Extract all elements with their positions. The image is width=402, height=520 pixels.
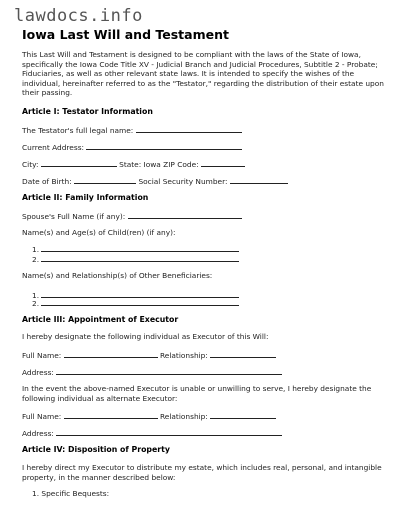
alt-executor-name-field[interactable]: [64, 411, 158, 419]
disposition-paragraph: I hereby direct my Executor to distribute my estate, which includes real, personal, and intangible property, in the manner described below:: [22, 463, 382, 482]
alt-executor-address-label: Address:: [22, 429, 54, 438]
spouse-field[interactable]: [128, 211, 242, 219]
executor-name-label: Full Name:: [22, 351, 62, 360]
executor-name-line: [22, 350, 276, 360]
child-item-1: [32, 244, 239, 254]
child-item-1-number: 1.: [32, 245, 40, 254]
beneficiary-item-2-number: 2.: [32, 299, 40, 308]
city-label: City:: [22, 160, 39, 169]
alt-executor-address-line: [22, 428, 282, 438]
alt-executor-relationship-label: Relationship:: [160, 412, 208, 421]
executor-relationship-label: Relationship:: [160, 351, 208, 360]
testator-dob-line: [22, 176, 288, 186]
alt-executor-relationship-field[interactable]: [210, 411, 276, 419]
testator-name-label: The Testator's full legal name:: [22, 126, 134, 135]
dob-field[interactable]: [74, 176, 136, 184]
alternate-executor-paragraph: In the event the above-named Executor is unable or unwilling to serve, I hereby designate the following individual as alternate Executor:: [22, 384, 372, 403]
alt-executor-address-field[interactable]: [56, 428, 282, 436]
spouse-label: Spouse's Full Name (if any):: [22, 212, 126, 221]
beneficiary-1-field[interactable]: [41, 290, 239, 298]
beneficiary-item-2: [32, 298, 239, 308]
child-item-2: [32, 254, 239, 264]
city-field[interactable]: [41, 159, 117, 167]
zip-field[interactable]: [201, 159, 245, 167]
child-1-field[interactable]: [41, 244, 239, 252]
document-title: Iowa Last Will and Testament: [22, 27, 229, 42]
watermark: lawdocs.info: [14, 6, 143, 26]
dob-label: Date of Birth:: [22, 177, 72, 186]
article-1-heading: Article I: Testator Information: [22, 107, 153, 116]
ssn-label: Social Security Number:: [138, 177, 228, 186]
beneficiary-item-1-number: 1.: [32, 291, 40, 300]
article-3-heading: Article III: Appointment of Executor: [22, 315, 179, 324]
testator-address-label: Current Address:: [22, 143, 85, 152]
testator-address-line: [22, 142, 242, 152]
executor-designation: I hereby designate the following individual as Executor of this Will:: [22, 332, 269, 341]
testator-name-line: [22, 125, 242, 135]
executor-relationship-field[interactable]: [210, 350, 276, 358]
spouse-line: [22, 211, 242, 221]
testator-name-field[interactable]: [136, 125, 242, 133]
beneficiary-2-field[interactable]: [41, 298, 239, 306]
testator-address-field[interactable]: [86, 142, 242, 150]
executor-name-field[interactable]: [64, 350, 158, 358]
article-2-heading: Article II: Family Information: [22, 193, 149, 202]
intro-paragraph: This Last Will and Testament is designed to be compliant with the laws of the State of Iowa, specifically the Iowa Code Title XV - Judicial Branch and Judicial Procedures, Subtitle 2 - Probate; Fiduciaries, as well as other relevant state laws. It is intended to specify the wishes of the individual, hereinafter referred to as the "Testator," regarding the distribution of their estate upon their passing.: [22, 50, 384, 98]
executor-address-label: Address:: [22, 368, 54, 377]
ssn-field[interactable]: [230, 176, 288, 184]
testator-city-line: [22, 159, 245, 169]
executor-address-field[interactable]: [56, 367, 282, 375]
children-prompt: Name(s) and Age(s) of Child(ren) (if any):: [22, 228, 176, 237]
child-2-field[interactable]: [41, 254, 239, 262]
alt-executor-name-line: [22, 411, 276, 421]
executor-address-line: [22, 367, 282, 377]
specific-bequests-item: 1. Specific Bequests:: [32, 489, 110, 498]
child-item-2-number: 2.: [32, 255, 40, 264]
beneficiaries-prompt: Name(s) and Relationship(s) of Other Beneficiaries:: [22, 271, 213, 280]
alt-executor-name-label: Full Name:: [22, 412, 62, 421]
article-4-heading: Article IV: Disposition of Property: [22, 445, 170, 454]
state-zip-label: State: Iowa ZIP Code:: [119, 160, 199, 169]
